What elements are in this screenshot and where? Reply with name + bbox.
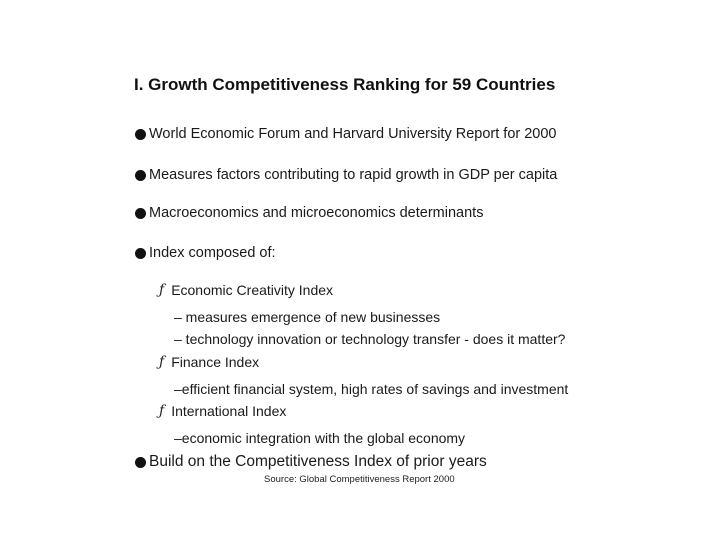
bullet-text: Macroeconomics and microeconomics determinants (149, 205, 484, 221)
sub-item (159, 354, 259, 370)
bullet-dot-icon (135, 170, 146, 181)
bullet-item (135, 453, 487, 471)
bullet-text: Index composed of: (149, 245, 276, 261)
sub-item-label: Finance Index (171, 354, 260, 370)
bullet-item (135, 167, 557, 183)
bullet-dot-icon (135, 129, 146, 140)
sub-detail: – measures emergence of new businesses (174, 309, 441, 325)
source-note: Source: Global Competitiveness Report 2000 (264, 474, 455, 485)
bullet-item (135, 126, 557, 142)
sub-item (159, 403, 286, 419)
sub-item-label: International Index (171, 403, 287, 419)
sub-detail: – technology innovation or technology transfer - does it matter? (174, 331, 566, 347)
sub-marker: ƒ (159, 403, 165, 419)
sub-marker: ƒ (159, 282, 165, 298)
bullet-dot-icon (135, 248, 146, 259)
bullet-item (135, 205, 483, 221)
sub-item (159, 282, 333, 298)
bullet-item (135, 245, 276, 261)
sub-detail: –efficient financial system, high rates of savings and investment (174, 381, 569, 397)
sub-detail: –economic integration with the global economy (174, 430, 466, 446)
sub-marker: ƒ (159, 354, 165, 370)
bullet-dot-icon (135, 457, 146, 468)
bullet-text: Measures factors contributing to rapid growth in GDP per capita (149, 167, 558, 183)
bullet-text: World Economic Forum and Harvard University Report for 2000 (149, 126, 557, 142)
bullet-text: Build on the Competitiveness Index of prior years (149, 453, 487, 470)
bullet-dot-icon (135, 208, 146, 219)
slide-title: I. Growth Competitiveness Ranking for 59 Countries (134, 75, 556, 94)
sub-item-label: Economic Creativity Index (171, 282, 334, 298)
